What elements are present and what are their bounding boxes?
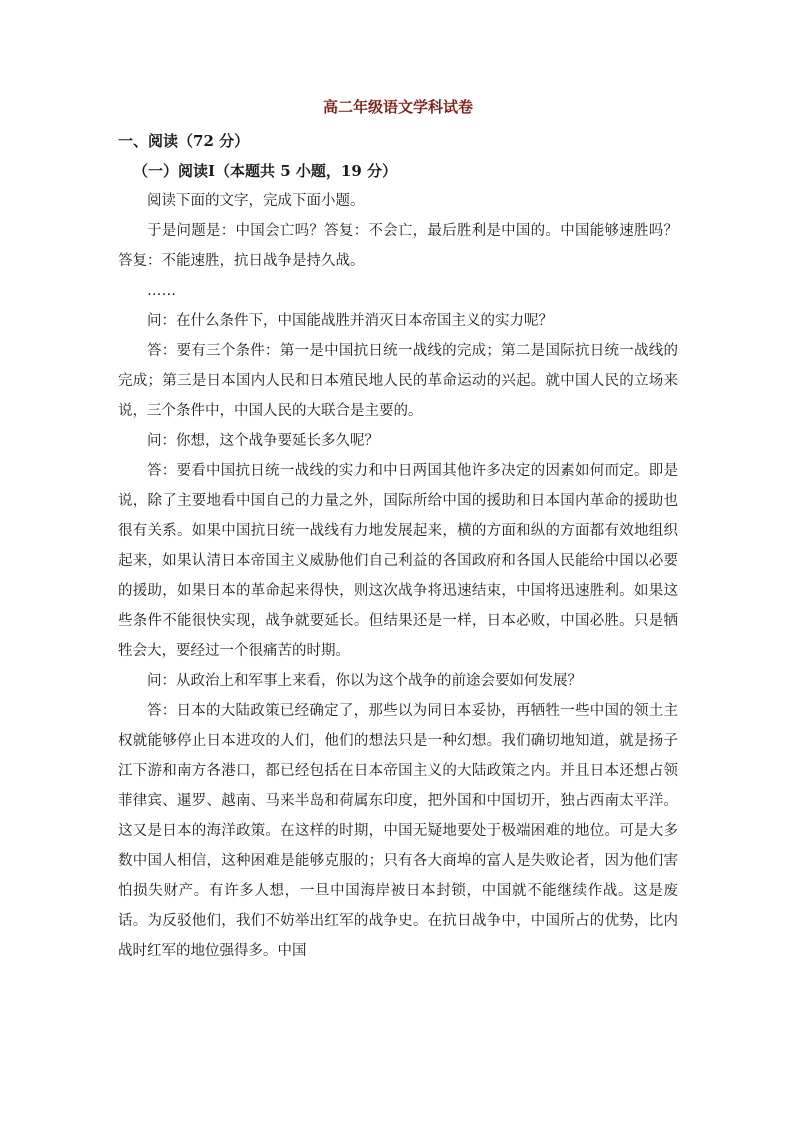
paragraph: 问：你想，这个战争要延长多久呢？ [147,433,379,449]
paragraph: 答：日本的大陆政策已经确定了，那些以为同日本妥协，再牺牲一些中国的领土主权就能够停止日本进攻的人们，他们的想法只是一种幻想。我们确切地知道，就是扬子江下游和南方各港口，都已经包括在日本帝国主义的大陆政策之内。并且日本还想占领菲律宾、暹罗、越南、马来半岛和荷属东印度，把外国和中国切开，独占西南太平洋。这又是日本的海洋政策。在这样的时期，中国无疑地要处于极端困难的地位。可是大多数中国人相信，这种困难是能够克服的；只有各大商埠的富人是失败论者，因为他们害怕损失财产。有许多人想，一旦中国海岸被日本封锁，中国就不能继续作战。这是废话。为反驳他们，我们不妨举出红军的战争史。在抗日战争中，中国所占的优势，比内战时红军的地位强得多。中国 [118,703,678,959]
paragraph: 问：从政治上和军事上来看，你以为这个战争的前途会要如何发展？ [147,673,582,689]
instruction-text: 阅读下面的文字，完成下面小题。 [147,193,365,209]
section-heading: 一、阅读（72 分） [118,132,250,150]
paragraph: 答：要有三个条件：第一是中国抗日统一战线的完成；第二是国际抗日统一战线的完成；第三是日本国内人民和日本殖民地人民的革命运动的兴起。就中国人民的立场来说，三个条件中，中国人民的大联合是主要的。 [118,343,678,419]
paragraph: 问：在什么条件下，中国能战胜并消灭日本帝国主义的实力呢？ [147,313,553,329]
document-page [118,96,678,966]
paragraph: 答：要看中国抗日统一战线的实力和中日两国其他许多决定的因素如何而定。即是说，除了主要地看中国自己的力量之外，国际所给中国的援助和日本国内革命的援助也很有关系。如果中国抗日统一战线有力地发展起来，横的方面和纵的方面都有效地组织起来，如果认清日本帝国主义威胁他们自己利益的各国政府和各国人民能给中国以必要的援助，如果日本的革命起来得快，则这次战争将迅速结束，中国将迅速胜利。如果这些条件不能很快实现，战争就要延长。但结果还是一样，日本必败，中国必胜。只是牺牲会大，要经过一个很痛苦的时期。 [118,463,678,659]
ellipsis-paragraph: …… [147,283,176,299]
paragraph: 于是问题是：中国会亡吗？答复：不会亡，最后胜利是中国的。中国能够速胜吗？答复：不能速胜，抗日战争是持久战。 [118,223,678,269]
exam-title: 高二年级语文学科试卷 [322,98,473,116]
subsection-heading: （一）阅读Ⅰ（本题共 5 小题，19 分） [133,162,397,180]
